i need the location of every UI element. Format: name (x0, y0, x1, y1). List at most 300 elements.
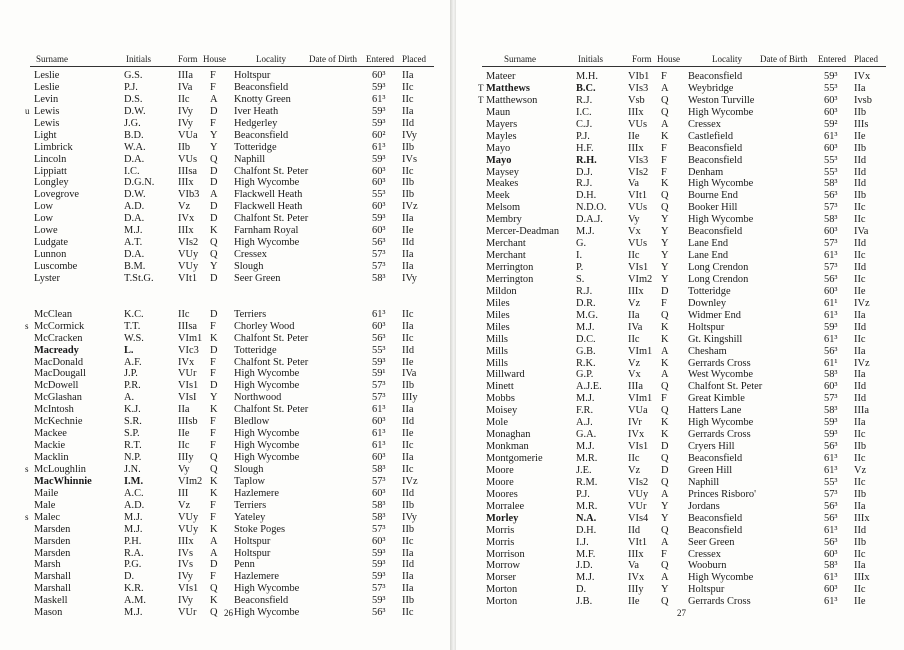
house-cell: A (661, 488, 669, 500)
placed-cell: IIb (402, 177, 415, 189)
house-cell: K (661, 333, 669, 345)
entered-cell: 61³ (824, 453, 838, 464)
surname-cell: Malec (34, 511, 60, 523)
table-row (456, 298, 904, 310)
surname-cell: Low (34, 213, 54, 225)
surname-cell: Moore (486, 476, 514, 488)
initials-cell: D.R. (576, 297, 596, 309)
surname-cell: Marsden (34, 535, 71, 547)
form-cell: Vy (628, 214, 640, 226)
house-cell: Q (210, 463, 218, 475)
surname-cell: Mills (486, 333, 508, 345)
surname-cell: Marshall (34, 583, 71, 595)
house-cell: K (210, 404, 218, 416)
surname-cell: Meek (486, 190, 510, 202)
table-row (0, 368, 452, 380)
initials-cell: C.J. (576, 118, 593, 130)
initials-cell: D.A.J. (576, 214, 603, 226)
initials-cell: A.M. (124, 595, 146, 607)
form-cell: VIs1 (178, 380, 199, 392)
surname-cell: Luscombe (34, 261, 78, 272)
placed-cell: IIc (402, 440, 414, 452)
locality-cell: High Wycombe (234, 237, 300, 249)
table-row (456, 178, 904, 190)
initials-cell: W.A. (124, 141, 146, 153)
surname-cell: Morser (486, 572, 517, 584)
surname-cell: Mason (34, 607, 63, 619)
surname-cell: Mobbs (486, 393, 515, 405)
entered-cell: 60³ (372, 452, 386, 463)
house-cell: K (210, 487, 218, 499)
placed-cell: IIa (402, 105, 414, 117)
table-row (456, 560, 904, 572)
entered-cell: 61³ (824, 524, 838, 536)
placed-cell: IIb (402, 595, 415, 607)
form-cell: VIt1 (178, 272, 198, 284)
left-column-headers (0, 54, 452, 66)
locality-cell: High Wycombe (688, 106, 754, 118)
house-cell: F (210, 511, 216, 523)
initials-cell: A.J. (576, 417, 593, 429)
entered-cell: 60³ (824, 226, 838, 238)
header-surname: Surname (504, 54, 536, 64)
house-cell: D (210, 213, 218, 225)
initials-cell: M.J. (576, 572, 595, 584)
form-cell: VIs2 (628, 166, 649, 178)
surname-cell: McDowell (34, 380, 79, 392)
initials-cell: M.J. (576, 393, 595, 405)
entered-cell: 59³ (824, 417, 838, 429)
table-row (0, 524, 452, 536)
placed-cell: IId (402, 237, 415, 249)
entered-cell: 57³ (824, 393, 838, 405)
table-row (0, 440, 452, 452)
locality-cell: High Wycombe (688, 214, 754, 226)
form-cell: VUr (178, 607, 197, 619)
table-row (0, 404, 452, 416)
entered-cell: 61³ (824, 596, 838, 608)
placed-cell: IVa (854, 226, 869, 238)
locality-cell: Totteridge (688, 285, 731, 297)
placed-cell: IIa (402, 583, 414, 595)
surname-cell: Light (34, 129, 57, 141)
surname-cell: Limbrick (34, 141, 73, 153)
header-rule (30, 66, 434, 67)
house-cell: D (210, 165, 218, 177)
entered-cell: 58³ (372, 463, 386, 475)
form-cell: VIm1 (628, 345, 653, 357)
form-cell: VUs (178, 153, 198, 165)
form-cell: IVs (178, 559, 194, 571)
house-cell: Q (661, 524, 669, 536)
locality-cell: Terriers (234, 308, 267, 320)
form-cell: IIa (628, 309, 640, 321)
initials-cell: M.R. (576, 453, 598, 464)
surname-cell: McCracken (34, 332, 83, 344)
placed-cell: IIc (402, 607, 414, 619)
locality-cell: Slough (234, 261, 264, 272)
placed-cell: IIa (854, 417, 866, 429)
table-row (0, 357, 452, 369)
left-entry-list (0, 70, 452, 619)
form-cell: IIIa (628, 381, 643, 393)
table-row (0, 559, 452, 571)
locality-cell: Jordans (688, 500, 720, 512)
surname-cell: McClean (34, 308, 73, 320)
table-row (456, 202, 904, 214)
form-cell: Vz (628, 464, 641, 476)
placed-cell: IIb (402, 499, 415, 511)
form-cell: IIe (628, 596, 640, 608)
house-cell: D (661, 441, 669, 453)
surname-cell: Macklin (34, 452, 69, 463)
form-cell: VIs3 (628, 154, 649, 166)
locality-cell: Beaconsfield (234, 81, 289, 93)
form-cell: Va (628, 178, 639, 190)
table-row (0, 476, 452, 488)
entered-cell: 57³ (824, 202, 838, 214)
locality-cell: Terriers (234, 499, 267, 511)
placed-cell: IIb (402, 189, 415, 201)
locality-cell: Wooburn (688, 560, 727, 572)
table-row (456, 71, 904, 83)
initials-cell: G.B. (576, 345, 596, 357)
house-cell: Q (661, 405, 669, 417)
locality-cell: High Wycombe (688, 417, 754, 429)
initials-cell: P. (576, 262, 584, 273)
placed-cell: IVy (402, 272, 418, 284)
house-cell: Q (661, 309, 669, 321)
locality-cell: Weston Turville (688, 94, 755, 106)
placed-cell: IId (402, 117, 415, 129)
entered-cell: 61³ (824, 464, 838, 476)
table-row (0, 536, 452, 548)
locality-cell: Gerrards Cross (688, 357, 751, 369)
table-row (456, 238, 904, 250)
initials-cell: I.C. (124, 165, 140, 177)
entered-cell: 60³ (824, 381, 838, 393)
initials-cell: M.J. (576, 321, 595, 333)
locality-cell: Chalfont St. Peter (234, 404, 309, 416)
initials-cell: L. (124, 344, 134, 356)
initials-cell: M.J. (576, 226, 595, 238)
surname-cell: Mayles (486, 130, 517, 142)
initials-cell: D.S. (124, 93, 143, 105)
locality-cell: Denham (688, 166, 724, 178)
surname-cell: Morton (486, 596, 518, 608)
locality-cell: Castlefield (688, 130, 734, 142)
entered-cell: 61¹ (824, 297, 838, 309)
placed-cell: Ivsb (854, 94, 872, 106)
table-row (0, 213, 452, 225)
locality-cell: Northwood (234, 392, 282, 404)
initials-cell: D.H. (576, 190, 597, 202)
table-row (456, 83, 904, 95)
placed-cell: IIIy (402, 392, 418, 404)
initials-cell: A.D. (124, 499, 145, 511)
table-row (456, 477, 904, 489)
form-cell: VIs3 (628, 82, 649, 94)
locality-cell: Hedgerley (234, 117, 278, 129)
row-spacer (0, 285, 452, 297)
entered-cell: 59³ (372, 105, 386, 117)
house-cell: F (661, 71, 667, 82)
initials-cell: K.C. (124, 308, 144, 320)
form-cell: IIe (178, 428, 190, 440)
placed-cell: IIc (854, 584, 866, 596)
table-row (456, 381, 904, 393)
locality-cell: Booker Hill (688, 202, 738, 214)
form-cell: VUa (628, 405, 648, 417)
initials-cell: N.D.O. (576, 202, 607, 214)
entered-cell: 59³ (824, 321, 838, 333)
entered-cell: 59³ (372, 153, 386, 165)
entered-cell: 56³ (372, 607, 386, 619)
row-prefix-mark: s (25, 463, 29, 474)
form-cell: IIIsa (178, 165, 198, 177)
house-cell: F (661, 166, 667, 178)
surname-cell: Mayers (486, 118, 518, 130)
right-column-headers (456, 54, 904, 66)
form-cell: IIIx (628, 548, 644, 560)
surname-cell: Montgomerie (486, 453, 543, 464)
form-cell: IVx (628, 572, 645, 584)
placed-cell: IIb (402, 523, 415, 535)
house-cell: F (210, 320, 216, 332)
surname-cell: Morris (486, 524, 515, 536)
house-cell: Q (210, 607, 218, 619)
initials-cell: D. (576, 584, 587, 596)
table-row (0, 416, 452, 428)
placed-cell: IIc (402, 93, 414, 105)
entered-cell: 61³ (824, 130, 838, 142)
placed-cell: IIc (402, 165, 414, 177)
table-row (0, 225, 452, 237)
form-cell: Vz (628, 357, 641, 369)
table-row (456, 393, 904, 405)
house-cell: F (210, 416, 216, 428)
initials-cell: D.A. (124, 249, 145, 261)
house-cell: F (210, 499, 216, 511)
initials-cell: S. (576, 273, 585, 285)
surname-cell: Mercer-Deadman (486, 226, 560, 238)
surname-cell: Lyster (34, 272, 60, 284)
placed-cell: IIc (402, 332, 414, 344)
entered-cell: 61³ (824, 572, 838, 584)
placed-cell: IIe (402, 356, 414, 368)
initials-cell: M.J. (124, 523, 143, 535)
initials-cell: P.J. (576, 130, 590, 142)
entered-cell: 61³ (824, 309, 838, 321)
table-row (456, 369, 904, 381)
placed-cell: IVz (854, 297, 870, 309)
table-row (456, 346, 904, 358)
initials-cell: M.J. (124, 511, 143, 523)
table-row (456, 584, 904, 596)
locality-cell: Seer Green (234, 272, 281, 284)
house-cell: Y (661, 214, 669, 226)
house-cell: Y (210, 129, 218, 141)
house-cell: Y (661, 273, 669, 285)
entered-cell: 61³ (372, 404, 386, 416)
initials-cell: F.R. (576, 405, 594, 417)
table-row (456, 596, 904, 608)
form-cell: IIa (178, 404, 190, 416)
table-row (0, 201, 452, 213)
house-cell: Q (210, 452, 218, 463)
entered-cell: 60³ (372, 177, 386, 189)
initials-cell: D.A. (124, 153, 145, 165)
header-house: House (657, 54, 680, 64)
entered-cell: 60³ (372, 416, 386, 428)
house-cell: D (210, 272, 218, 284)
locality-cell: Cressex (234, 249, 267, 261)
form-cell: VIb3 (178, 189, 200, 201)
surname-cell: Mildon (486, 285, 517, 297)
locality-cell: Chalfont St. Peter (234, 332, 309, 344)
form-cell: VUy (178, 511, 199, 523)
entered-cell: 58³ (824, 178, 838, 190)
form-cell: IVy (178, 117, 194, 129)
locality-cell: Flackwell Heath (234, 201, 303, 213)
form-cell: VIs4 (628, 512, 649, 524)
initials-cell: I.M. (124, 475, 144, 487)
placed-cell: IIIx (854, 572, 870, 584)
placed-cell: IIa (402, 404, 414, 416)
table-row (0, 249, 452, 261)
initials-cell: K.J. (124, 404, 141, 416)
initials-cell: P.J. (124, 81, 138, 93)
house-cell: Y (661, 226, 669, 238)
table-row (456, 214, 904, 226)
header-rule (482, 66, 886, 67)
table-row (456, 537, 904, 549)
form-cell: VIm1 (628, 393, 653, 405)
placed-cell: IIc (402, 308, 414, 320)
placed-cell: IIa (854, 560, 866, 572)
table-row (0, 177, 452, 189)
entered-cell: 60³ (824, 584, 838, 596)
surname-cell: Lowe (34, 225, 58, 237)
form-cell: Vz (178, 201, 191, 213)
entered-cell: 58³ (824, 405, 838, 417)
locality-cell: Totteridge (234, 141, 277, 153)
house-cell: A (661, 82, 669, 94)
surname-cell: Lewis (34, 105, 60, 117)
placed-cell: IId (402, 416, 415, 428)
table-row (0, 500, 452, 512)
surname-cell: Mayo (486, 154, 512, 166)
surname-cell: Maskell (34, 595, 68, 607)
entered-cell: 61³ (824, 250, 838, 262)
form-cell: IId (628, 524, 641, 536)
table-row (0, 237, 452, 249)
placed-cell: IVy (402, 511, 418, 523)
surname-cell: Meakes (486, 178, 519, 190)
entered-cell: 57³ (372, 380, 386, 392)
placed-cell: IIa (402, 547, 414, 559)
surname-cell: Moores (486, 488, 518, 500)
locality-cell: Beaconsfield (688, 453, 743, 464)
house-cell: F (210, 440, 216, 452)
form-cell: VIs1 (628, 441, 649, 453)
initials-cell: B.D. (124, 129, 144, 141)
surname-cell: Morris (486, 536, 515, 548)
entered-cell: 58³ (372, 272, 386, 284)
entered-cell: 57³ (372, 261, 386, 272)
entered-cell: 56³ (824, 345, 838, 357)
placed-cell: IIc (402, 535, 414, 547)
locality-cell: Chorley Wood (234, 320, 295, 332)
form-cell: VIc3 (178, 344, 199, 356)
entered-cell: 59³ (824, 71, 838, 82)
table-row (456, 167, 904, 179)
table-row (0, 345, 452, 357)
surname-cell: Merchant (486, 238, 526, 250)
locality-cell: High Wycombe (234, 583, 300, 595)
right-page (456, 0, 904, 650)
surname-cell: Low (34, 201, 54, 213)
initials-cell: N.P. (124, 452, 142, 463)
entered-cell: 56³ (372, 332, 386, 344)
placed-cell: IId (854, 393, 867, 405)
locality-cell: Holtspur (688, 321, 725, 333)
surname-cell: Membry (486, 214, 522, 226)
initials-cell: G.P. (576, 369, 594, 381)
entered-cell: 56³ (824, 536, 838, 548)
table-row (0, 464, 452, 476)
entered-cell: 61³ (372, 93, 386, 105)
surname-cell: Lincoln (34, 153, 67, 165)
surname-cell: McLoughlin (34, 463, 86, 475)
placed-cell: IIIa (854, 405, 869, 417)
house-cell: F (210, 70, 216, 81)
initials-cell: J.B. (576, 596, 593, 608)
placed-cell: IIc (854, 273, 866, 285)
form-cell: Vz (628, 297, 641, 309)
locality-cell: Lane End (688, 238, 729, 250)
surname-cell: Monkman (486, 441, 529, 453)
form-cell: VIt1 (628, 536, 648, 548)
surname-cell: Longley (34, 177, 69, 189)
initials-cell: I.C. (576, 106, 592, 118)
house-cell: A (210, 547, 218, 559)
placed-cell: IIa (402, 320, 414, 332)
right-entry-list (456, 71, 904, 608)
entered-cell: 61³ (372, 308, 386, 320)
house-cell: F (210, 571, 216, 583)
entered-cell: 59³ (372, 547, 386, 559)
placed-cell: IVx (854, 71, 871, 82)
locality-cell: Long Crendon (688, 262, 749, 273)
surname-cell: Lippiatt (34, 165, 67, 177)
placed-cell: IId (854, 381, 867, 393)
table-row (0, 142, 452, 154)
house-cell: Y (661, 512, 669, 524)
row-prefix-mark: s (25, 511, 29, 522)
surname-cell: Male (34, 499, 56, 511)
entered-cell: 56³ (824, 441, 838, 453)
house-cell: Q (210, 153, 218, 165)
initials-cell: D.G.N. (124, 177, 155, 189)
house-cell: D (210, 380, 218, 392)
locality-cell: Iver Heath (234, 105, 279, 117)
locality-cell: Seer Green (688, 536, 735, 548)
initials-cell: M.J. (124, 607, 143, 619)
placed-cell: IIb (854, 142, 867, 154)
table-row (0, 70, 452, 82)
initials-cell: M.F. (576, 548, 596, 560)
